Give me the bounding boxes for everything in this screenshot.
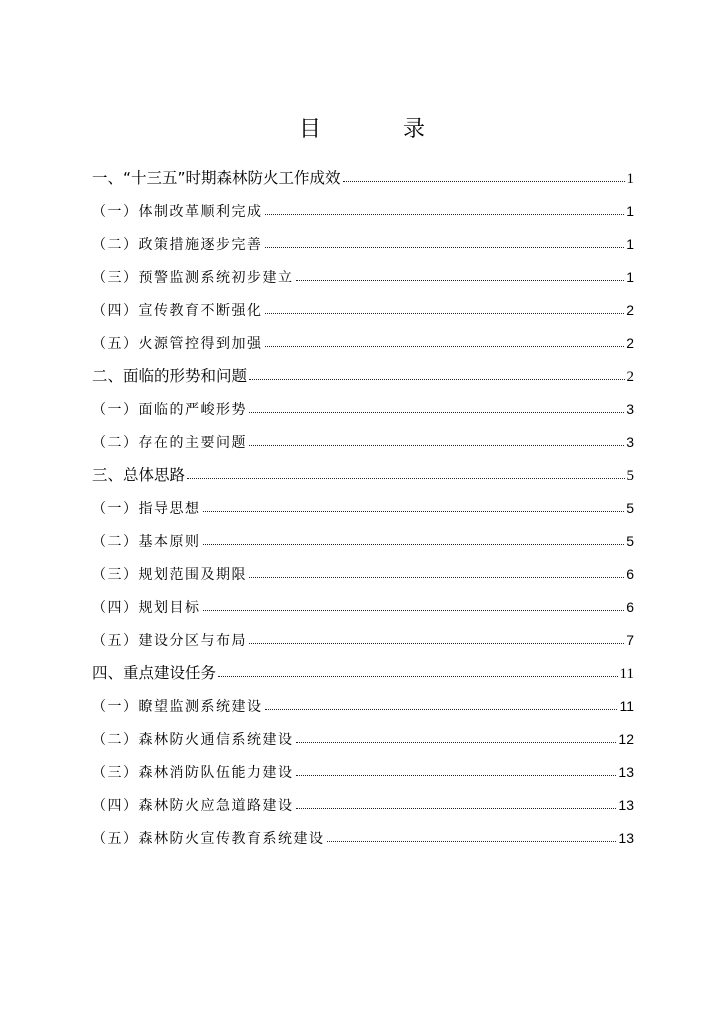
toc-dot-leader (296, 775, 617, 776)
toc-dot-leader (296, 742, 617, 743)
toc-entry-label: （五）火源管控得到加强 (92, 336, 263, 352)
toc-dot-leader (249, 643, 624, 644)
toc-dot-leader (265, 247, 625, 248)
toc-entry-label: （二）基本原则 (92, 534, 201, 550)
toc-section-entry[interactable] (92, 261, 634, 294)
toc-page-number: 1 (626, 269, 634, 285)
toc-dot-leader (187, 478, 624, 479)
toc-page-number: 11 (619, 666, 634, 682)
toc-page-number: 2 (626, 335, 634, 351)
toc-entry-label: （二）森林防火通信系统建设 (92, 732, 294, 748)
table-of-contents (92, 162, 634, 855)
toc-dot-leader (265, 709, 618, 710)
toc-section-entry[interactable] (92, 195, 634, 228)
toc-entry-label: （一）体制改革顺利完成 (92, 204, 263, 220)
toc-entry-label: （三）规划范围及期限 (92, 567, 247, 583)
toc-entry-label: （五）森林防火宣传教育系统建设 (92, 831, 325, 847)
toc-dot-leader (343, 181, 625, 182)
toc-section-entry[interactable] (92, 822, 634, 855)
toc-dot-leader (296, 280, 625, 281)
toc-chapter-entry[interactable] (92, 162, 634, 195)
toc-section-entry[interactable] (92, 525, 634, 558)
toc-dot-leader (249, 412, 624, 413)
toc-page-number: 2 (626, 369, 634, 385)
toc-entry-label: 二、面临的形势和问题 (92, 367, 248, 385)
toc-section-entry[interactable] (92, 492, 634, 525)
toc-page-number: 5 (626, 500, 634, 516)
toc-section-entry[interactable] (92, 426, 634, 459)
toc-section-entry[interactable] (92, 690, 634, 723)
toc-page-number: 12 (618, 731, 634, 747)
toc-dot-leader (203, 511, 625, 512)
toc-page-number: 3 (626, 401, 634, 417)
toc-page-number: 1 (626, 203, 634, 219)
toc-entry-label: （三）预警监测系统初步建立 (92, 270, 294, 286)
toc-section-entry[interactable] (92, 558, 634, 591)
toc-section-entry[interactable] (92, 723, 634, 756)
toc-page-number: 1 (626, 236, 634, 252)
toc-chapter-entry[interactable] (92, 657, 634, 690)
toc-dot-leader (203, 610, 625, 611)
toc-entry-label: （一）瞭望监测系统建设 (92, 699, 263, 715)
toc-dot-leader (265, 346, 625, 347)
toc-page-number: 13 (618, 797, 634, 813)
toc-section-entry[interactable] (92, 228, 634, 261)
toc-page-number: 1 (626, 171, 634, 187)
toc-entry-label: （五）建设分区与布局 (92, 633, 247, 649)
toc-page-number: 5 (626, 533, 634, 549)
toc-dot-leader (249, 445, 624, 446)
toc-entry-label: （三）森林消防队伍能力建设 (92, 765, 294, 781)
toc-entry-label: （一）面临的严峻形势 (92, 402, 247, 418)
toc-dot-leader (203, 544, 625, 545)
toc-entry-label: 一、“十三五”时期森林防火工作成效 (92, 169, 341, 187)
toc-entry-label: 四、重点建设任务 (92, 664, 217, 682)
toc-section-entry[interactable] (92, 294, 634, 327)
toc-section-entry[interactable] (92, 327, 634, 360)
toc-dot-leader (265, 214, 625, 215)
toc-dot-leader (265, 313, 625, 314)
toc-entry-label: （四）规划目标 (92, 600, 201, 616)
toc-dot-leader (249, 379, 624, 380)
toc-entry-label: （一）指导思想 (92, 501, 201, 517)
toc-dot-leader (327, 841, 617, 842)
toc-section-entry[interactable] (92, 393, 634, 426)
toc-dot-leader (249, 577, 624, 578)
toc-page-number: 11 (619, 698, 634, 714)
toc-entry-label: （二）政策措施逐步完善 (92, 237, 263, 253)
toc-entry-label: （二）存在的主要问题 (92, 435, 247, 451)
toc-page-number: 13 (618, 830, 634, 846)
toc-entry-label: 三、总体思路 (92, 466, 186, 484)
toc-page-number: 6 (626, 599, 634, 615)
toc-title: 目 录 (298, 117, 455, 142)
toc-section-entry[interactable] (92, 789, 634, 822)
toc-page-number: 3 (626, 434, 634, 450)
toc-section-entry[interactable] (92, 756, 634, 789)
toc-page-number: 13 (618, 764, 634, 780)
toc-page-number: 6 (626, 566, 634, 582)
toc-chapter-entry[interactable] (92, 459, 634, 492)
toc-entry-label: （四）森林防火应急道路建设 (92, 798, 294, 814)
toc-section-entry[interactable] (92, 591, 634, 624)
toc-dot-leader (218, 676, 618, 677)
toc-page-number: 7 (626, 632, 634, 648)
toc-page-number: 5 (626, 468, 634, 484)
toc-entry-label: （四）宣传教育不断强化 (92, 303, 263, 319)
toc-section-entry[interactable] (92, 624, 634, 657)
toc-chapter-entry[interactable] (92, 360, 634, 393)
toc-dot-leader (296, 808, 617, 809)
toc-page-number: 2 (626, 302, 634, 318)
